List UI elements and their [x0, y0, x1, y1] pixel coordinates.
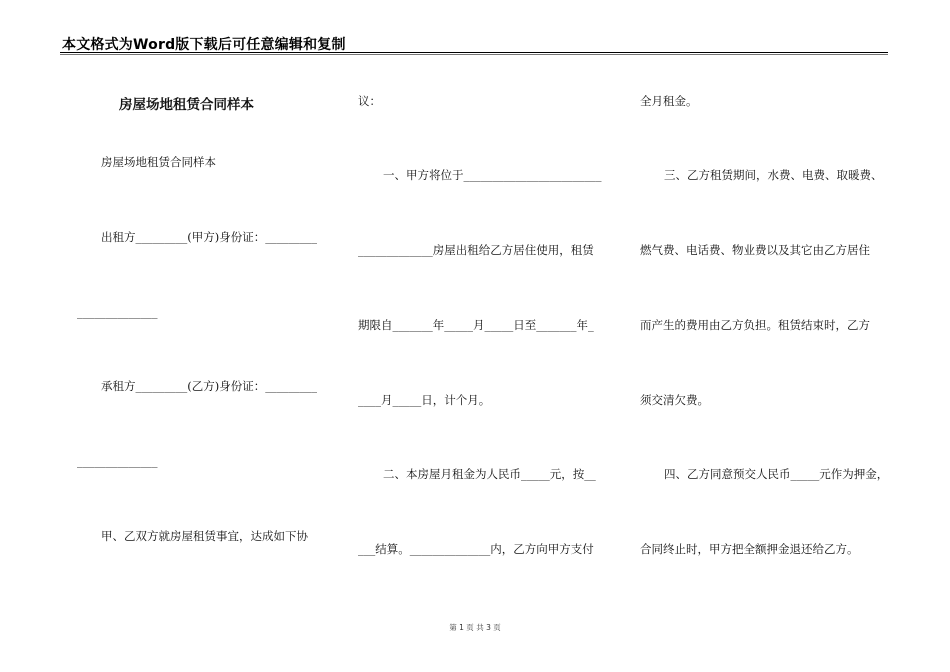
- text-line: 合同终止时，甲方把全额押金退还给乙方。: [640, 542, 859, 556]
- text-line: 议：: [358, 94, 381, 108]
- text-line: ______________: [77, 454, 158, 468]
- text-line: 期限自_______年_____月_____日至_______年_: [358, 318, 594, 332]
- text-line: 承租方_________(乙方)身份证：_________: [101, 379, 317, 393]
- text-line: 一、甲方将位于________________________: [383, 168, 602, 182]
- text-line: 甲、乙双方就房屋租赁事宜，达成如下协: [101, 529, 308, 543]
- header-rule: [60, 52, 888, 53]
- text-line: _____________房屋出租给乙方居住使用，租赁: [358, 243, 594, 257]
- page-number: 第 1 页 共 3 页: [449, 623, 501, 632]
- text-line: 须交清欠费。: [640, 393, 709, 407]
- text-line: 出租方_________(甲方)身份证：_________: [101, 230, 317, 244]
- text-line: 燃气费、电话费、物业费以及其它由乙方居住: [640, 243, 870, 257]
- header-rule-thin: [60, 54, 888, 55]
- text-line: 四、乙方同意预交人民币_____元作为押金，: [664, 467, 889, 481]
- text-line: 二、本房屋月租金为人民币_____元，按__: [383, 467, 596, 481]
- text-line: 三、乙方租赁期间，水费、电费、取暖费、: [664, 168, 883, 182]
- header-title: 本文格式为Word版下载后可任意编辑和复制: [62, 37, 346, 53]
- text-line: 全月租金。: [640, 94, 698, 108]
- text-line: ___结算。______________内，乙方向甲方支付: [358, 542, 594, 556]
- text-line: 而产生的费用由乙方负担。租赁结束时，乙方: [640, 318, 870, 332]
- text-line: ______________: [77, 305, 158, 319]
- text-line: ____月_____日，计个月。: [358, 393, 491, 407]
- text-line: 房屋场地租赁合同样本: [101, 155, 216, 169]
- document-title: 房屋场地租赁合同样本: [119, 97, 254, 113]
